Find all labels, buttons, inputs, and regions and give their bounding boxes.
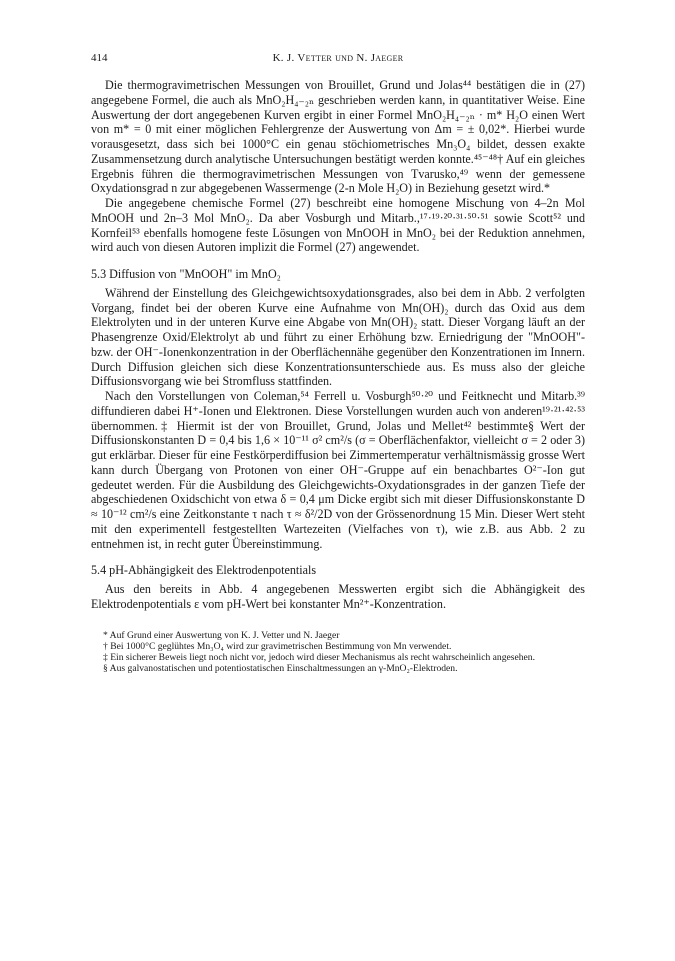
- running-header: [91, 52, 585, 72]
- footnote-asterisk: * Auf Grund einer Auswertung von K. J. Vetter und N. Jaeger: [103, 629, 340, 641]
- paragraph-ph-dependence: Aus den bereits in Abb. 4 angegebenen Messwerten ergibt sich die Abhängigkeit des Elektrodenpotentials ε vom pH-Wert bei konstanter Mn²⁺-Konzentration.: [91, 582, 585, 611]
- journal-page: [91, 52, 585, 674]
- footnotes: [91, 630, 585, 675]
- page-number: 414: [91, 52, 108, 64]
- section-heading-5-4: 5.4 pH-Abhängigkeit des Elektrodenpotentials: [91, 563, 317, 578]
- footnote-double-dagger: ‡ Ein sicherer Beweis liegt noch nicht vor, jedoch wird dieser Mechanismus als recht wahrscheinlich angesehen.: [103, 651, 535, 663]
- running-title: K. J. Vetter und N. Jaeger: [272, 52, 404, 64]
- paragraph-diffusion-2: Nach den Vorstellungen von Coleman,⁵⁴ Ferrell u. Vosburgh⁵⁰·²⁰ und Feitknecht und Mitarb.³⁹ diffundieren dabei H⁺-Ionen und Elektronen. Diese Vorstellungen wurden auch von anderen¹⁹·²¹·⁴²·⁵³ übernommen.‡ Hiermit ist der von Brouillet, Grund, Jolas und Mellet⁴² bestimmte§ Wert der Diffusionskonstanten D = 0,4 bis 1,6 × 10⁻¹¹ σ² cm²/s (σ = Oberflächenfaktor, vielleicht σ = 2 oder 3) gut erklärbar. Dieser für eine Festkörperdiffusion bei Zimmertemperatur verhältnismässig grosse Wert kann durch Übergang von Protonen von einer OH⁻-Gruppe auf ein benachbartes O²⁻-Ion gut gedeutet werden. Für die Ausbildung des Gleichgewichts-Oxydationsgrades in der ganzen Tiefe der abgeschiedenen Oxidschicht von etwa δ = 0,4 μm Dicke ergibt sich mit dieser Diffusionskonstante D ≈ 10⁻¹² cm²/s eine Zeitkonstante τ nach τ ≈ δ²/2D von der Grössenordnung 15 Min. Dieser Wert steht mit den experimentell festgestellten Wartezeiten (Vielfaches von τ), wie z.B. aus Abb. 2 zu entnehmen ist, in recht guter Übereinstimmung.: [91, 389, 585, 551]
- footnote-dagger: † Bei 1000°C geglühtes Mn₃O₄ wird zur gravimetrischen Bestimmung von Mn verwendet.: [103, 640, 452, 652]
- paragraph-diffusion-1: Während der Einstellung des Gleichgewichtsoxydationsgrades, also bei dem in Abb. 2 verfolgten Vorgang, findet bei der oberen Kurve eine Aufnahme von Mn(OH)₂ durch das Oxid aus dem Elektrolyten und in der unteren Kurve eine Abgabe von Mn(OH)₂ statt. Dieser Vorgang läuft an der Phasengrenze Oxid/Elektrolyt ab und führt zu einer Erhöhung bzw. Erniedrigung der "MnOOH"- bzw. der OH⁻-Ionenkonzentration in der Oberflächennähe gegenüber den Konzentrationen im Innern. Durch Diffusion gleichen sich diese Konzentrationsunterschiede aus. Es muss also der gleiche Diffusionsvorgang wie bei Stromfluss stattfinden.: [91, 285, 585, 389]
- paragraph-thermogravimetry: Die thermogravimetrischen Messungen von Brouillet, Grund und Jolas⁴⁴ bestätigen die in (27) angegebene Formel, die auch als MnO₂H₄₋₂ₙ geschrieben werden kann, in quantitativer Weise. Eine Auswertung der dort angegebenen Kurven ergibt in einer Formel MnO₂H₄₋₂ₙ · m* H₂O einen Wert von m* = 0 mit einer möglichen Fehlergrenze der Auswertung von Δm = ± 0,02*. Hierbei wurde vorausgesetzt, dass sich bei 1000°C ein genau stöchiometrisches Mn₃O₄ bildet, dessen exakte Zusammensetzung durch analytische Untersuchungen bestätigt werden konnte.⁴⁵⁻⁴⁸† Auf ein gleiches Ergebnis führen die thermogravimetrischen Messungen von Tvarusko,⁴⁹ wenn der gemessene Oxydationsgrad n zur abgegebenen Wassermenge (2-n Mole H₂O) in Beziehung gesetzt wird.*: [91, 78, 585, 196]
- footnote-section: § Aus galvanostatischen und potentiostatischen Einschaltmessungen an γ-MnO₂-Elektroden.: [103, 663, 458, 675]
- paragraph-formula-27: Die angegebene chemische Formel (27) beschreibt eine homogene Mischung von 4–2n Mol MnOOH und 2n–3 Mol MnO₂. Da aber Vosburgh und Mitarb.,¹⁷·¹⁹·²⁰·³¹·⁵⁰·⁵¹ sowie Scott⁵² und Kornfeil⁵³ ebenfalls homogene feste Lösungen von MnOOH in MnO₂ bei der Reduktion annehmen, wird auch von diesen Autoren implizit die Formel (27) angewendet.: [91, 196, 585, 255]
- main-text: [91, 78, 585, 612]
- section-heading-5-3: 5.3 Diffusion von "MnOOH" im MnO₂: [91, 267, 281, 281]
